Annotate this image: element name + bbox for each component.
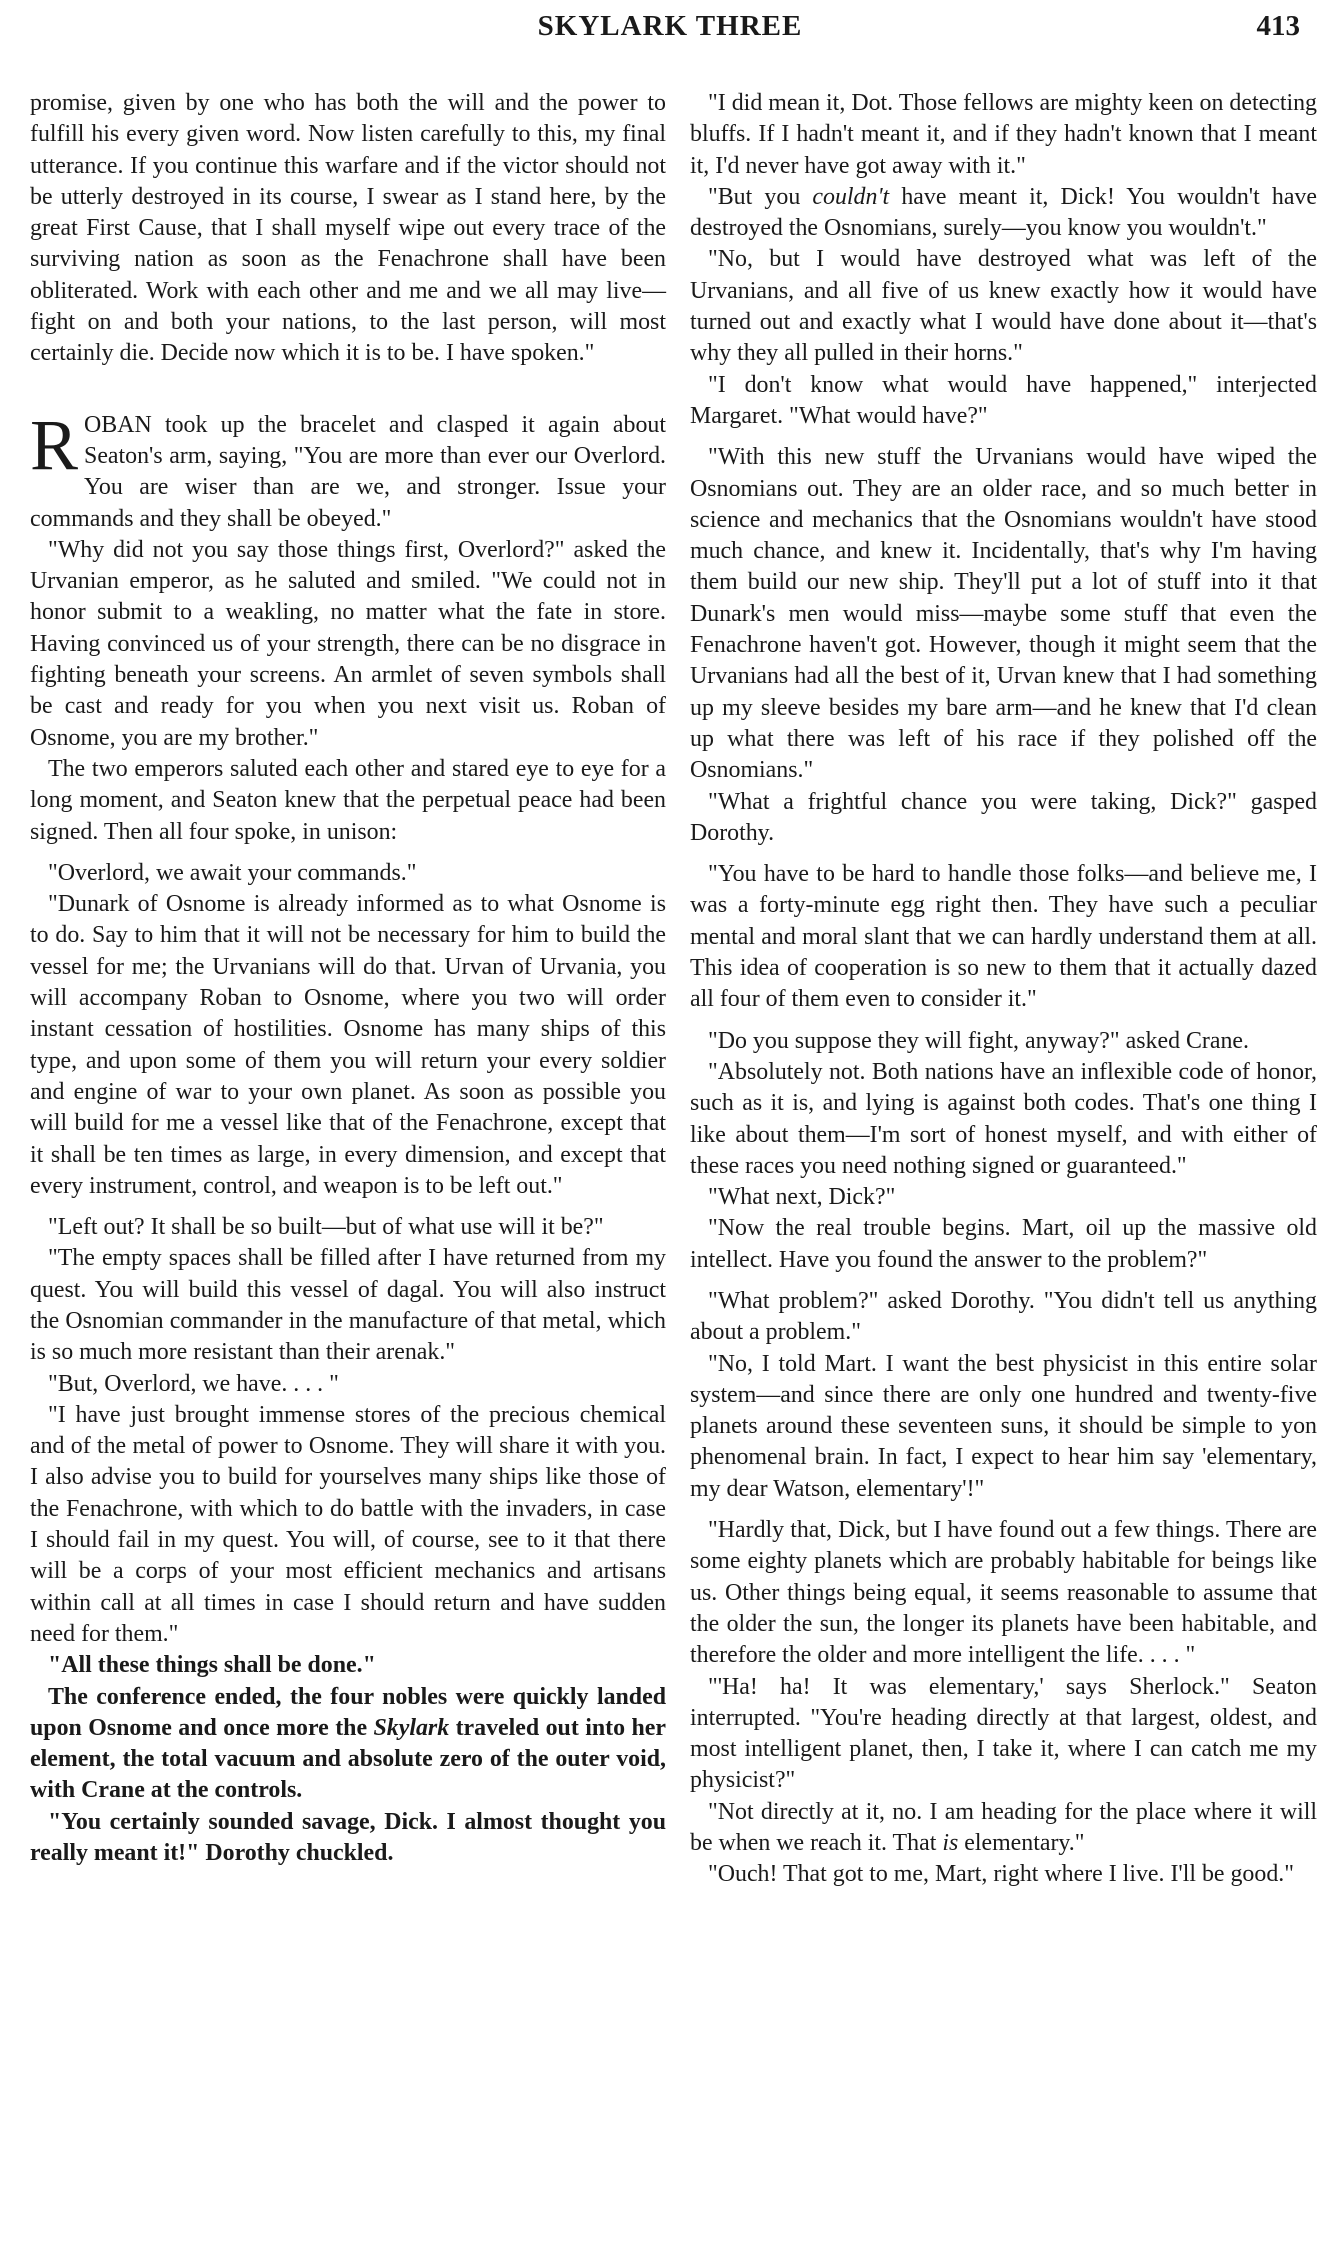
paragraph-text: OBAN took up the bracelet and clasped it again about Seaton's arm, saying, "You are more than ever our Overlord. You are wiser than are we, and stronger. Issue your commands and they shall be obeyed." <box>30 411 666 532</box>
paragraph: "Absolutely not. Both nations have an inflexible code of honor, such as it is, and lying is against both codes. That's one thing I like about them—I'm sort of honest myself, and with either of these races you need nothing signed or guaranteed." <box>690 1058 1317 1179</box>
page-number: 413 <box>1256 10 1300 42</box>
paragraph: "The empty spaces shall be filled after I have returned from my quest. You will build this vessel of dagal. You will also instruct the Osnomian commander in the manufacture of that metal, which is so much more resistant than their arenak." <box>30 1245 666 1366</box>
paragraph-text: traveled out into her element, the total vacuum and absolute zero of the outer void, with Crane at the controls. <box>30 1714 666 1804</box>
paragraph: "Overlord, we await your commands." <box>48 859 417 886</box>
paragraph: "What next, Dick?" <box>708 1184 896 1211</box>
paragraph: "'Ha! ha! It was elementary,' says Sherlock." Seaton interrupted. "You're heading directly at that largest, oldest, and most intelligent planet, then, I take it, where I can catch me my physicist?" <box>690 1673 1317 1794</box>
paragraph: "I have just brought immense stores of the precious chemical and of the metal of power to Osnome. They will share it with you. I also advise you to build for yourselves many ships like those of the Fenachrone, with which to do battle with the invaders, in case I should fail in my quest. You will, of course, see to it that there will be a corps of your most efficient mechanics and artisans within call at all times in case I should return and have sudden need for them." <box>30 1401 666 1647</box>
paragraph-text: elementary." <box>958 1830 1085 1857</box>
paragraph: "Now the real trouble begins. Mart, oil up the massive old intellect. Have you found the answer to the problem?" <box>690 1215 1317 1273</box>
page-header <box>40 10 1300 60</box>
drop-cap-letter: R <box>30 404 79 485</box>
paragraph-text: have meant it, Dick! You wouldn't have destroyed the Osnomians, surely—you know you wouldn't." <box>690 183 1317 242</box>
paragraph <box>690 182 1317 245</box>
emphasis-italic: is <box>942 1830 959 1857</box>
paragraph-text: "Not directly at it, no. I am heading for the place where it will be when we reach it. That <box>690 1798 1317 1857</box>
ship-name-italic: Skylark <box>373 1714 450 1741</box>
paragraph: "Left out? It shall be so built—but of what use will it be?" <box>48 1214 604 1241</box>
paragraph: "You certainly sounded savage, Dick. I almost thought you really meant it!" Dorothy chuckled. <box>30 1808 666 1867</box>
paragraph: "Dunark of Osnome is already informed as to what Osnome is to do. Say to him that it will not be necessary for him to build the vessel for me; the Urvanians will do that. Urvan of Urvania, you will accompany Roban to Osnome, where you two will order instant cessation of hostilities. Osnome has many ships of this type, and upon some of them you will return your every soldier and engine of war to your own planet. As soon as possible you will build for me a vessel like that of the Fenachrone, except that it shall be ten times as large, in every dimension, and except that every instrument, control, and weapon is to be left out." <box>30 891 666 1199</box>
paragraph: "Why did not you say those things first, Overlord?" asked the Urvanian emperor, as he saluted and smiled. "We could not in honor submit to a weakling, no matter what the fate in store. Having convinced us of your strength, there can be no disgrace in fighting beneath your screens. An armlet of seven symbols shall be cast and ready for you when you next visit us. Roban of Osnome, you are my brother." <box>30 536 666 751</box>
paragraph-text: "But you <box>708 183 813 210</box>
paragraph: "What a frightful chance you were taking, Dick?" gasped Dorothy. <box>690 788 1317 846</box>
paragraph: "No, I told Mart. I want the best physicist in this entire solar system—and since there are only one hundred and twenty-five planets around these seventeen suns, it should be simple to yon phenomenal brain. In fact, I expect to hear him say 'elementary, my dear Watson, elementary'!" <box>690 1350 1317 1502</box>
paragraph-text: The conference ended, the four nobles were quickly landed upon Osnome and once more the <box>30 1683 666 1741</box>
paragraph: "You have to be hard to handle those folks—and believe me, I was a forty-minute egg right then. They have such a peculiar mental and moral slant that we can hardly understand them at all. This idea of cooperation is so new to them that it actually dazed all four of them even to consider it." <box>690 861 1317 1013</box>
paragraph: "Do you suppose they will fight, anyway?" asked Crane. <box>708 1027 1250 1054</box>
paragraph: "Hardly that, Dick, but I have found out a few things. There are some eighty planets which are probably habitable for beings like us. Other things being equal, it seems reasonable to assume that the older the sun, the longer its planets have been habitable, and therefore the older and more intelligent the life. . . . " <box>690 1517 1317 1669</box>
paragraph: "Ouch! That got to me, Mart, right where I live. I'll be good." <box>708 1861 1294 1888</box>
emphasis-italic: couldn't <box>812 183 890 210</box>
paragraph: "I don't know what would have happened," interjected Margaret. "What would have?" <box>690 371 1317 429</box>
paragraph: "All these things shall be done." <box>48 1652 376 1679</box>
paragraph-dropcap <box>30 404 666 535</box>
paragraph: "But, Overlord, we have. . . . " <box>48 1370 339 1397</box>
paragraph: The two emperors saluted each other and stared eye to eye for a long moment, and Seaton knew that the perpetual peace had been signed. Then all four spoke, in unison: <box>30 755 666 845</box>
paragraph <box>30 1682 666 1807</box>
paragraph: "I did mean it, Dot. Those fellows are mighty keen on detecting bluffs. If I hadn't meant it, and if they hadn't known that I meant it, I'd never have got away with it." <box>690 90 1317 179</box>
left-column <box>30 88 666 1869</box>
paragraph: "What problem?" asked Dorothy. "You didn't tell us anything about a problem." <box>690 1287 1317 1346</box>
paragraph: promise, given by one who has both the will and the power to fulfill his every given word. Now listen carefully to this, my final utterance. If you continue this warfare and if the victor should not be utterly destroyed in its course, I swear as I stand here, by the great First Cause, that I shall myself wipe out every trace of the surviving nation as soon as the Fenachrone shall have been obliterated. Work with each other and me and we all may live—fight on and both your nations, to the last person, will most certainly die. Decide now which it is to be. I have spoken." <box>30 90 666 367</box>
paragraph: "With this new stuff the Urvanians would have wiped the Osnomians out. They are an older race, and so much better in science and mechanics that the Osnomians wouldn't have stood much chance, and knew it. Incidentally, that's why I'm having them build our new ship. They'll put a lot of stuff into it that Dunark's men would miss—maybe some stuff that even the Fenachrone haven't got. However, though it might seem that the Urvanians had all the best of it, Urvan knew that I had something up my sleeve besides my bare arm—and he knew that I'd clean up what there was left of his race if they polished off the Osnomians." <box>690 444 1317 784</box>
paragraph <box>690 1797 1317 1860</box>
running-title: SKYLARK THREE <box>537 10 803 42</box>
right-column <box>690 88 1317 1891</box>
paragraph: "No, but I would have destroyed what was left of the Urvanians, and all five of us knew exactly how it would have turned out and exactly what I would have done about it—that's why they all pulled in their horns." <box>690 246 1317 367</box>
